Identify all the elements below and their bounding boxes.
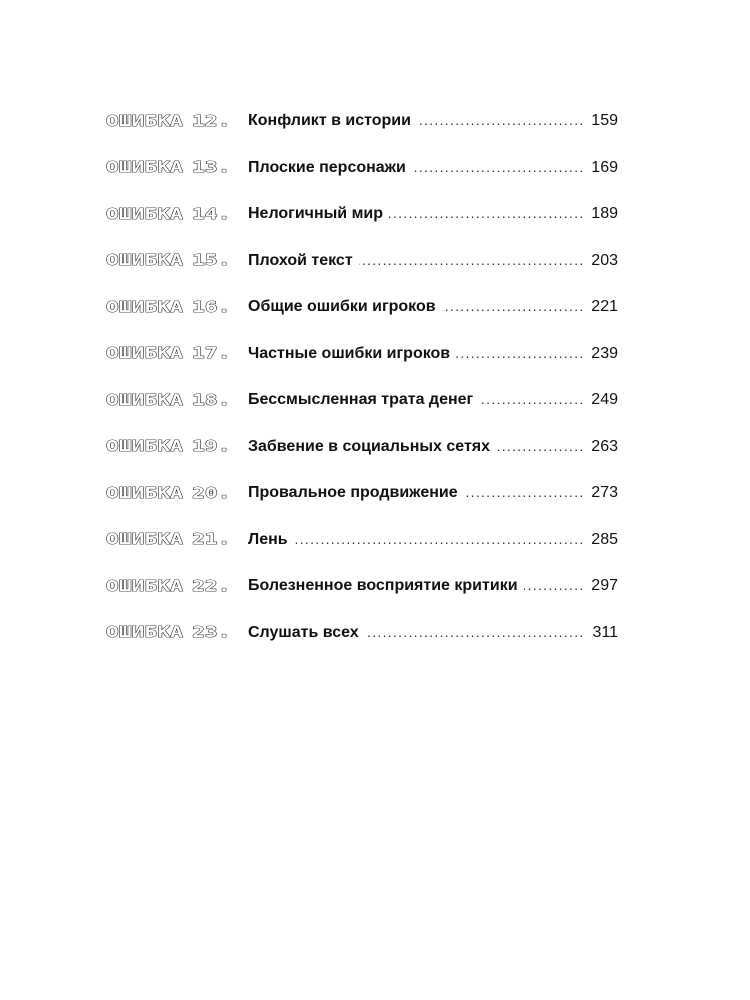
chapter-dot: . [217,112,231,130]
entry-title: Плоские персонажи [248,158,406,176]
chapter-word: ОШИБКА [106,437,184,456]
toc-entry-17[interactable] [106,331,618,378]
dot-leader [365,626,582,642]
chapter-number: 17 [192,344,218,363]
entry-title: Забвение в социальных сетях [248,437,491,455]
chapter-word: ОШИБКА [106,484,184,502]
toc-entry-22[interactable] [106,563,618,610]
chapter-number: 19 [192,437,218,456]
entry-title: Слушать всех [248,623,359,641]
table-of-contents [106,98,618,656]
entry-title: Плохой текст [248,251,353,269]
page-number: 273 [591,484,618,502]
dot-leader [417,114,582,130]
chapter-dot: . [217,577,231,595]
toc-entry-15[interactable] [106,238,618,285]
entry-title: Бессмысленная трата денег [248,391,474,409]
chapter-dot: . [217,158,231,177]
entry-title: Общие ошибки игроков [248,298,436,316]
chapter-dot: . [217,391,231,409]
page-number: 311 [592,623,618,641]
chapter-number: 12 [192,112,218,130]
chapter-number: 13 [192,158,218,177]
page-number: 203 [591,251,618,269]
chapter-word: ОШИБКА [106,158,184,177]
chapter-label [106,346,248,361]
chapter-label [106,439,248,454]
entry-title: Лень [248,530,288,548]
dot-leader [389,207,582,223]
entry-title: Провальное продвижение [248,484,458,502]
chapter-label [106,532,248,547]
page-number: 249 [591,391,618,409]
entry-title: Болезненное восприятие критики [248,577,518,595]
entry-title: Конфликт в истории [248,112,411,130]
page-number: 221 [591,298,618,316]
chapter-label [106,393,248,408]
chapter-word: ОШИБКА [106,205,184,223]
chapter-number: 22 [192,577,218,595]
chapter-word: ОШИБКА [106,530,184,549]
dot-leader [359,254,582,270]
chapter-dot: . [217,623,231,642]
entry-title: Нелогичный мир [248,205,384,223]
chapter-dot: . [217,437,231,456]
chapter-dot: . [217,251,231,270]
toc-entry-19[interactable] [106,424,618,471]
page-number: 159 [591,112,618,130]
page-number: 285 [591,530,618,548]
toc-entry-16[interactable] [106,284,618,331]
dot-leader [412,161,582,177]
chapter-number: 23 [192,623,218,642]
chapter-label [106,579,248,594]
toc-entry-20[interactable] [106,470,618,517]
chapter-dot: . [217,530,231,549]
page-number: 263 [591,437,618,455]
dot-leader [479,393,582,409]
page-number: 239 [591,344,618,362]
toc-entry-14[interactable] [106,191,618,238]
toc-entry-23[interactable] [106,610,618,657]
chapter-dot: . [217,298,231,316]
page-number: 297 [591,577,618,595]
toc-entry-21[interactable] [106,517,618,564]
chapter-word: ОШИБКА [106,251,184,270]
chapter-word: ОШИБКА [106,112,184,130]
dot-leader [294,533,582,549]
chapter-number: 18 [192,391,218,409]
chapter-word: ОШИБКА [106,344,184,363]
page-number: 189 [591,205,618,223]
chapter-word: ОШИБКА [106,298,184,316]
dot-leader [496,440,582,456]
chapter-label [106,160,248,175]
entry-title: Частные ошибки игроков [248,344,451,362]
chapter-number: 16 [192,298,218,316]
chapter-dot: . [217,484,231,502]
dot-leader [456,347,582,363]
chapter-label [106,207,248,222]
toc-entry-13[interactable] [106,145,618,192]
chapter-label [106,486,248,501]
dot-leader [524,579,582,595]
toc-entry-12[interactable] [106,98,618,145]
chapter-word: ОШИБКА [106,391,184,409]
chapter-label [106,253,248,268]
chapter-label [106,114,248,129]
chapter-label [106,300,248,315]
chapter-word: ОШИБКА [106,623,184,642]
chapter-label [106,625,248,640]
chapter-word: ОШИБКА [106,577,184,595]
page-number: 169 [591,158,618,176]
dot-leader [442,300,582,316]
chapter-dot: . [217,205,231,223]
toc-entry-18[interactable] [106,377,618,424]
chapter-number: 20 [192,484,218,502]
chapter-number: 15 [192,251,218,270]
chapter-number: 14 [192,205,218,223]
chapter-dot: . [217,344,231,363]
chapter-number: 21 [192,530,218,549]
dot-leader [464,486,582,502]
